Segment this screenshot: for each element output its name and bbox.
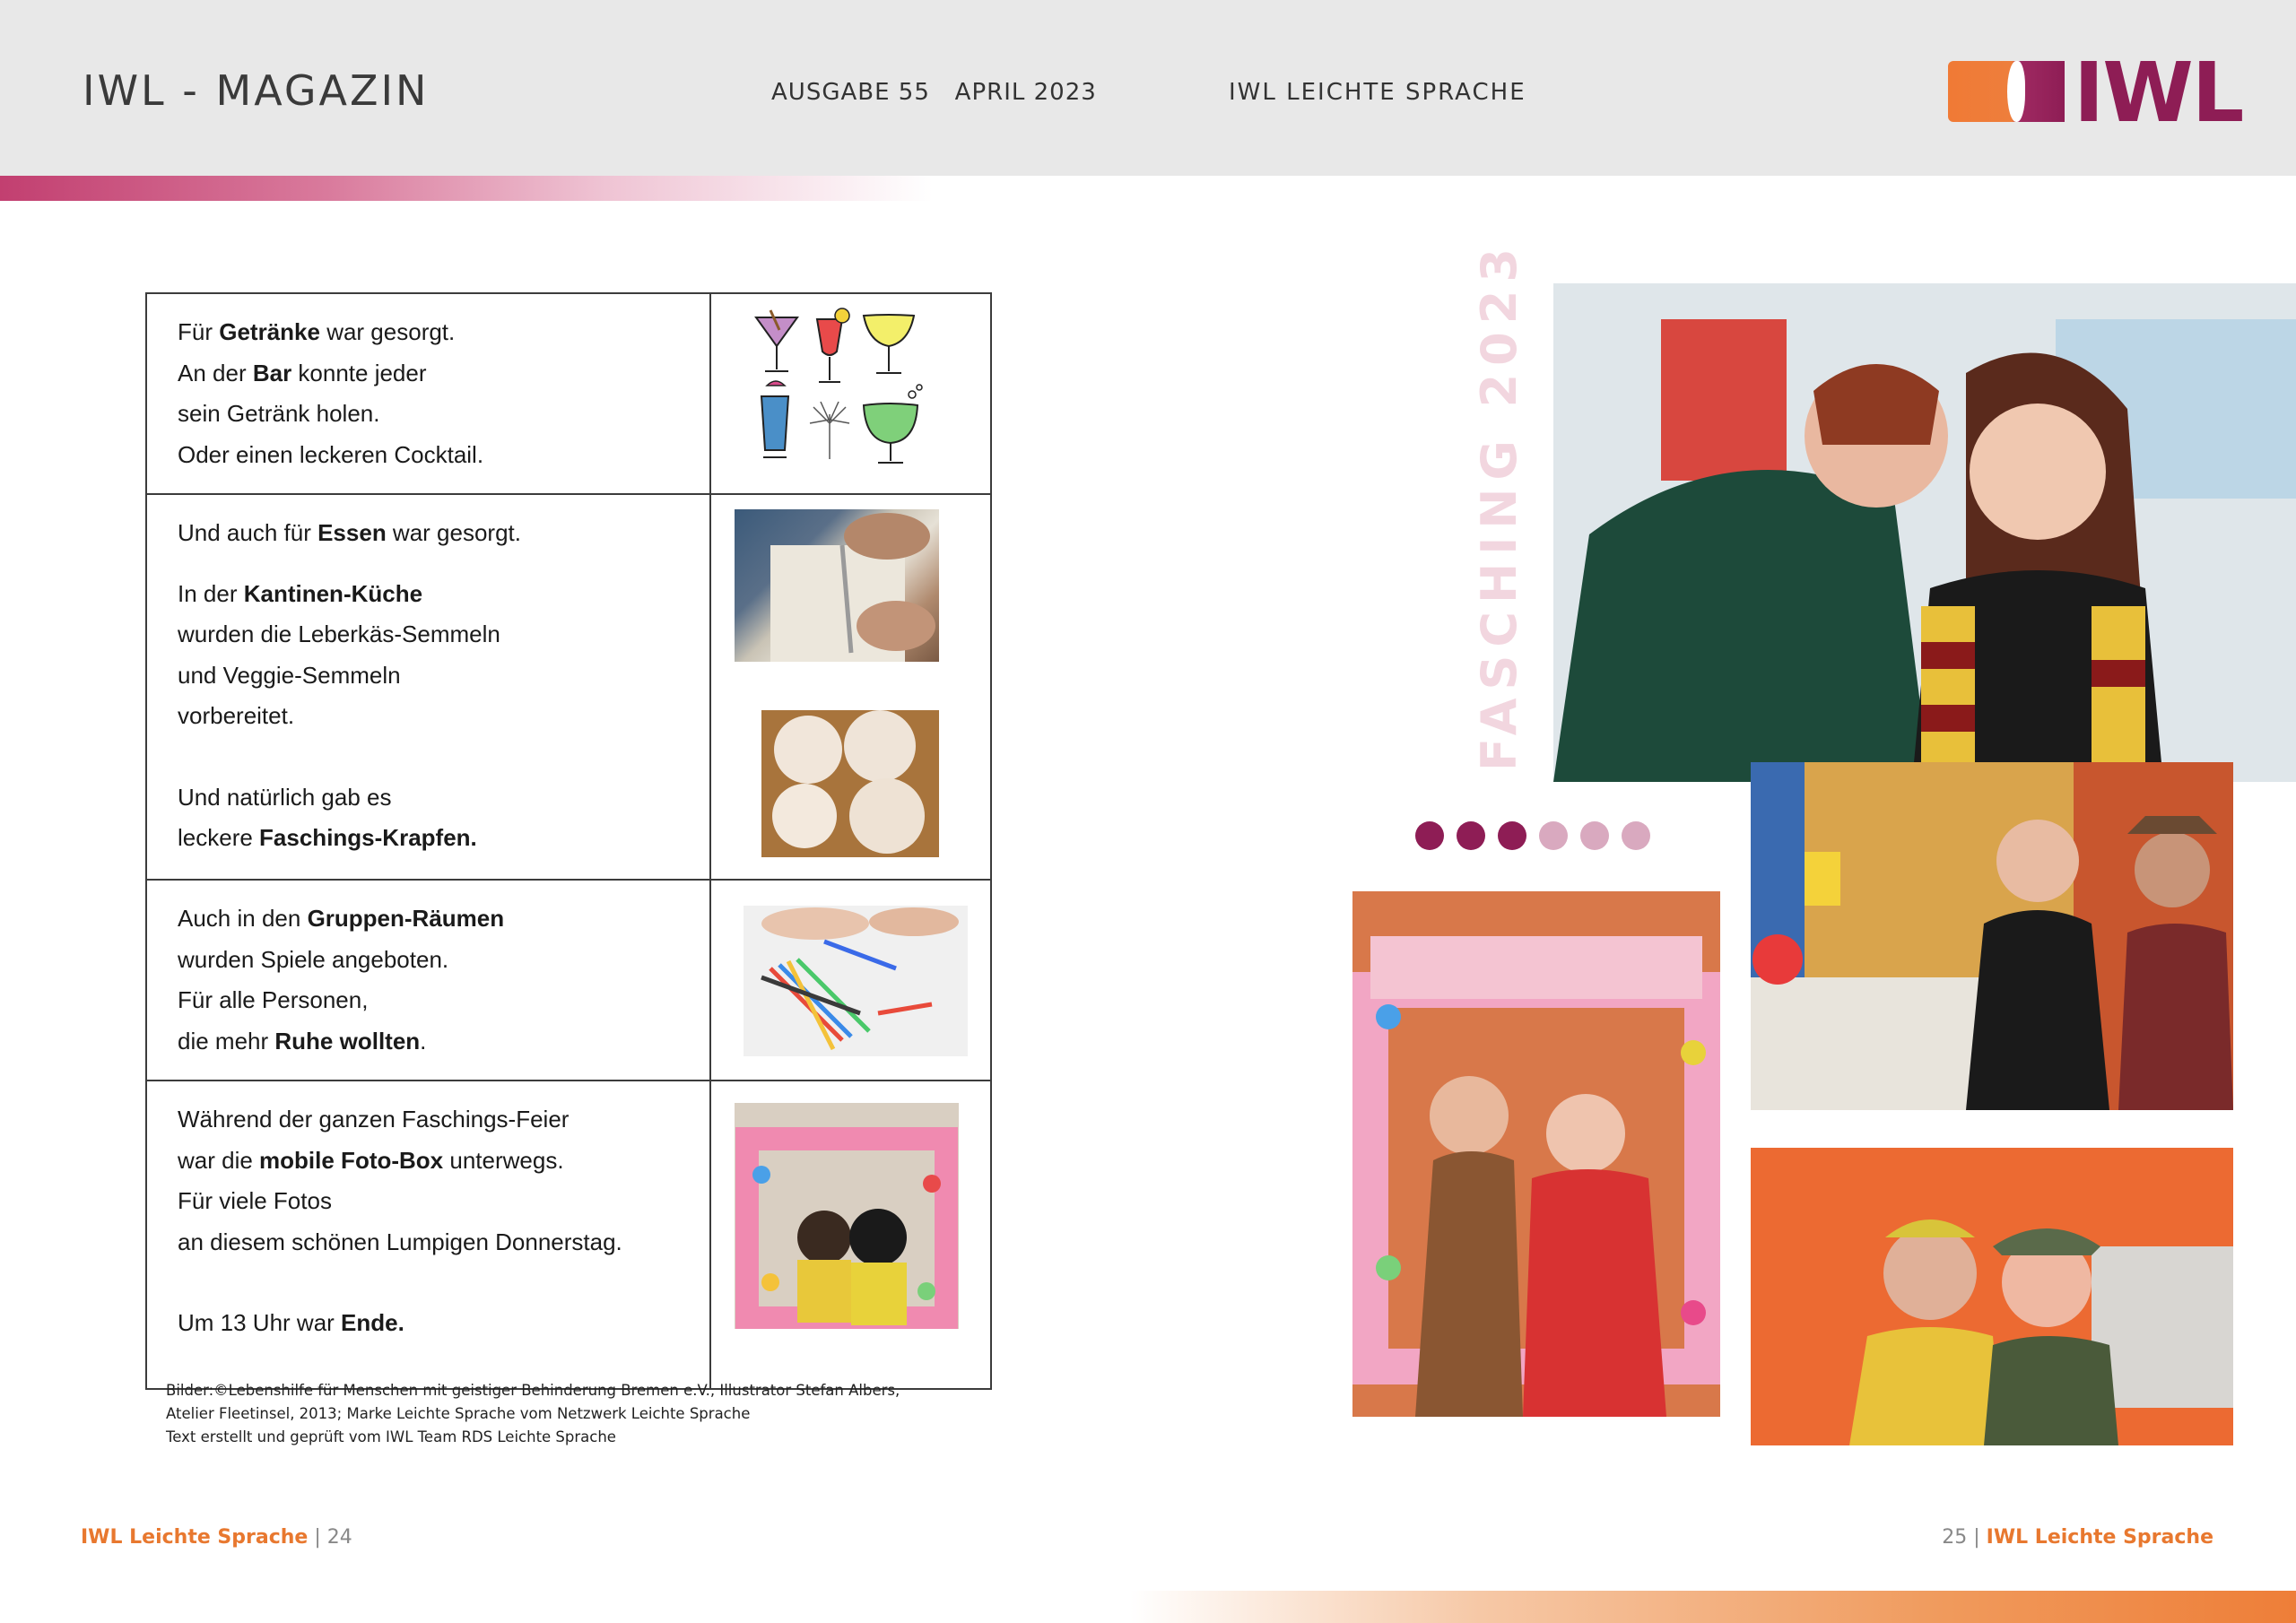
bold-term: Ruhe wollten (274, 1027, 421, 1055)
footer-left (81, 1526, 352, 1549)
table-image-cell (710, 494, 991, 880)
dot-icon (1415, 821, 1444, 850)
text-segment: Und auch für (178, 519, 318, 546)
kitchen-counter-photo (1751, 1148, 2233, 1445)
text-line (178, 655, 679, 697)
dot-icon (1498, 821, 1526, 850)
table-text-cell (146, 494, 710, 880)
party-table-photo (1751, 762, 2233, 1110)
paragraph-gap (178, 1263, 679, 1303)
table-text-cell (146, 1081, 710, 1389)
text-line (178, 574, 679, 615)
text-line (178, 940, 679, 981)
text-segment: die mehr (178, 1027, 275, 1055)
text-line (178, 513, 679, 554)
text-line (178, 980, 679, 1021)
text-segment: In der (178, 579, 244, 607)
text-line (178, 1021, 679, 1063)
text-line (178, 1141, 679, 1182)
text-segment: Für alle Personen, (178, 986, 369, 1013)
krapfen-photo (761, 710, 939, 857)
text-segment: Für (178, 318, 220, 345)
dot-icon (1457, 821, 1485, 850)
bold-term: Getränke (219, 318, 320, 345)
vertical-section-title: FASCHING 2023 (1471, 240, 1527, 771)
text-segment: leckere (178, 824, 260, 851)
dot-icon (1539, 821, 1568, 850)
bold-term: Gruppen-Räumen (307, 905, 505, 932)
table-image-cell (710, 293, 991, 494)
text-segment: Auch in den (178, 905, 308, 932)
bold-term: Faschings-Krapfen. (259, 824, 477, 851)
footer-brand: IWL Leichte Sprache (1986, 1526, 2213, 1549)
text-segment: Oder einen leckeren Cocktail. (178, 440, 484, 468)
page-number: 25 | (1942, 1526, 1987, 1549)
logo-face-silhouette-icon (2007, 61, 2025, 122)
page-header (0, 0, 2296, 176)
cocktail-illustrations-icon (747, 307, 962, 468)
text-line (178, 353, 679, 395)
text-line (178, 614, 679, 655)
text-line (178, 394, 679, 435)
bold-term: Bar (252, 359, 292, 386)
text-segment: war gesorgt. (386, 519, 521, 546)
text-segment: war die (178, 1146, 260, 1174)
decorative-dots (1415, 821, 1650, 850)
table-text-cell (146, 880, 710, 1081)
credit-line: Atelier Fleetinsel, 2013; Marke Leichte Sprache vom Netzwerk Leichte Sprache (166, 1405, 751, 1422)
text-segment: war gesorgt. (319, 318, 456, 345)
text-segment: und Veggie-Semmeln (178, 661, 401, 689)
paragraph-gap (178, 554, 679, 574)
table-text-cell (146, 293, 710, 494)
text-segment: wurden Spiele angeboten. (178, 945, 449, 973)
text-line (178, 696, 679, 737)
iwl-logo (1948, 45, 2243, 141)
table-image-cell (710, 880, 991, 1081)
text-line (178, 1222, 679, 1263)
text-segment: sein Getränk holen. (178, 400, 380, 427)
issue-label: AUSGABE 55 APRIL 2023 (771, 79, 1097, 106)
footer-brand: IWL Leichte Sprache (81, 1526, 309, 1549)
footer-right (1942, 1526, 2213, 1549)
paragraph-gap (178, 737, 679, 777)
text-line (178, 1099, 679, 1141)
table-row (146, 293, 991, 494)
text-segment: vorbereitet. (178, 702, 295, 729)
text-segment: unterwegs. (443, 1146, 564, 1174)
logo-text: IWL (2074, 45, 2243, 141)
image-credits (166, 1379, 900, 1449)
text-line (178, 898, 679, 940)
text-segment: Um 13 Uhr war (178, 1309, 342, 1336)
bold-term: Kantinen-Küche (243, 579, 423, 607)
magazine-title: IWL - MAGAZIN (83, 66, 430, 115)
header-accent-bar (0, 176, 933, 201)
text-segment: an diesem schönen Lumpigen Donnerstag. (178, 1228, 622, 1255)
text-line (178, 777, 679, 819)
text-segment: Und natürlich gab es (178, 783, 392, 811)
text-segment: . (420, 1027, 427, 1055)
section-label: IWL LEICHTE SPRACHE (1229, 79, 1526, 106)
logo-mark-icon (1948, 61, 2065, 122)
footer-accent-bar (1130, 1591, 2296, 1623)
text-line (178, 312, 679, 353)
text-segment: Für viele Fotos (178, 1187, 332, 1214)
carnival-costume-photo (1553, 283, 2296, 782)
text-line (178, 1181, 679, 1222)
text-segment: wurden die Leberkäs-Semmeln (178, 621, 500, 647)
bold-term: mobile Foto-Box (259, 1146, 444, 1174)
table-row (146, 494, 991, 880)
text-segment: Während der ganzen Faschings-Feier (178, 1106, 570, 1133)
bold-term: Ende. (341, 1309, 404, 1336)
kitchen-knife-photo (735, 509, 939, 662)
text-segment: konnte jeder (291, 359, 427, 386)
text-segment: An der (178, 359, 253, 386)
table-row (146, 1081, 991, 1389)
foto-box-frame-photo (1352, 891, 1720, 1417)
text-line (178, 435, 679, 476)
info-table (145, 292, 992, 1390)
credit-line: Text erstellt und geprüft vom IWL Team RDS Leichte Sprache (166, 1428, 616, 1445)
table-image-cell (710, 1081, 991, 1389)
credit-line: Bilder:©Lebenshilfe für Menschen mit geistiger Behinderung Bremen e.V., Illustrator Stefan Albers, (166, 1382, 900, 1399)
text-line (178, 818, 679, 859)
game-sticks-photo (744, 906, 968, 1056)
table-row (146, 880, 991, 1081)
foto-box-photo (735, 1103, 959, 1329)
text-line (178, 1303, 679, 1344)
bold-term: Essen (317, 519, 387, 546)
dot-icon (1580, 821, 1609, 850)
dot-icon (1622, 821, 1650, 850)
page-number: | 24 (308, 1526, 352, 1549)
